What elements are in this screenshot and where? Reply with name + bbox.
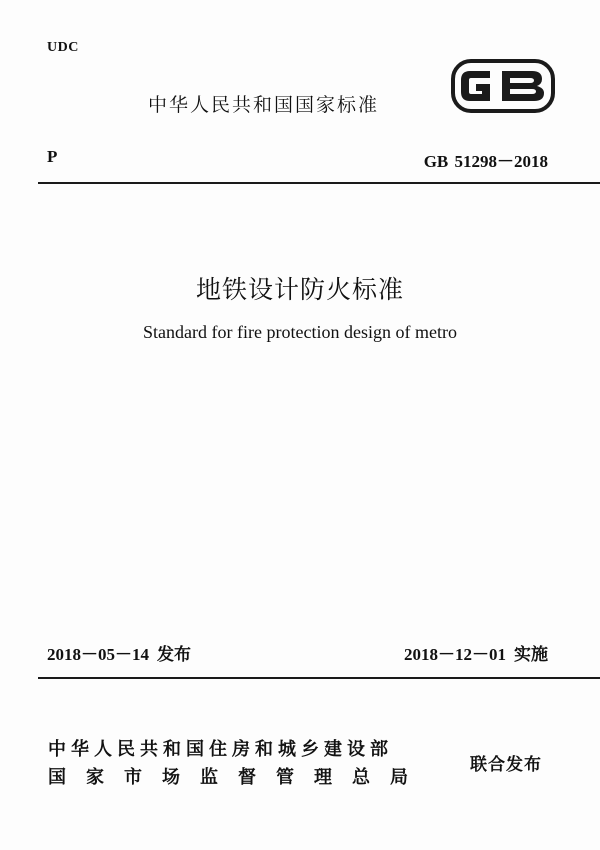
issuer-market-regulation: 国家市场监督管理总局 — [48, 767, 428, 788]
issue-label: 发布 — [157, 645, 191, 665]
standard-number: GB 51298－2018 — [423, 152, 548, 171]
issue-date: 2018－05－14 — [47, 645, 149, 664]
issuer-ministry: 中华人民共和国住房和城乡建设部 — [48, 739, 393, 760]
title-chinese: 地铁设计防火标准 — [195, 275, 404, 304]
implementation-date-block — [404, 640, 548, 665]
joint-issue-label: 联合发布 — [470, 755, 542, 775]
implementation-label: 实施 — [514, 645, 548, 665]
gb-logo-icon — [450, 58, 556, 114]
national-standard-heading: 中华人民共和国国家标准 — [148, 94, 380, 116]
top-divider — [38, 182, 600, 184]
implementation-date: 2018－12－01 — [404, 645, 506, 664]
title-english: Standard for fire protection design of metro — [143, 322, 457, 342]
classification-code: P — [47, 147, 58, 166]
issue-date-block — [47, 640, 191, 665]
udc-label: UDC — [47, 40, 79, 55]
bottom-divider — [38, 677, 600, 679]
